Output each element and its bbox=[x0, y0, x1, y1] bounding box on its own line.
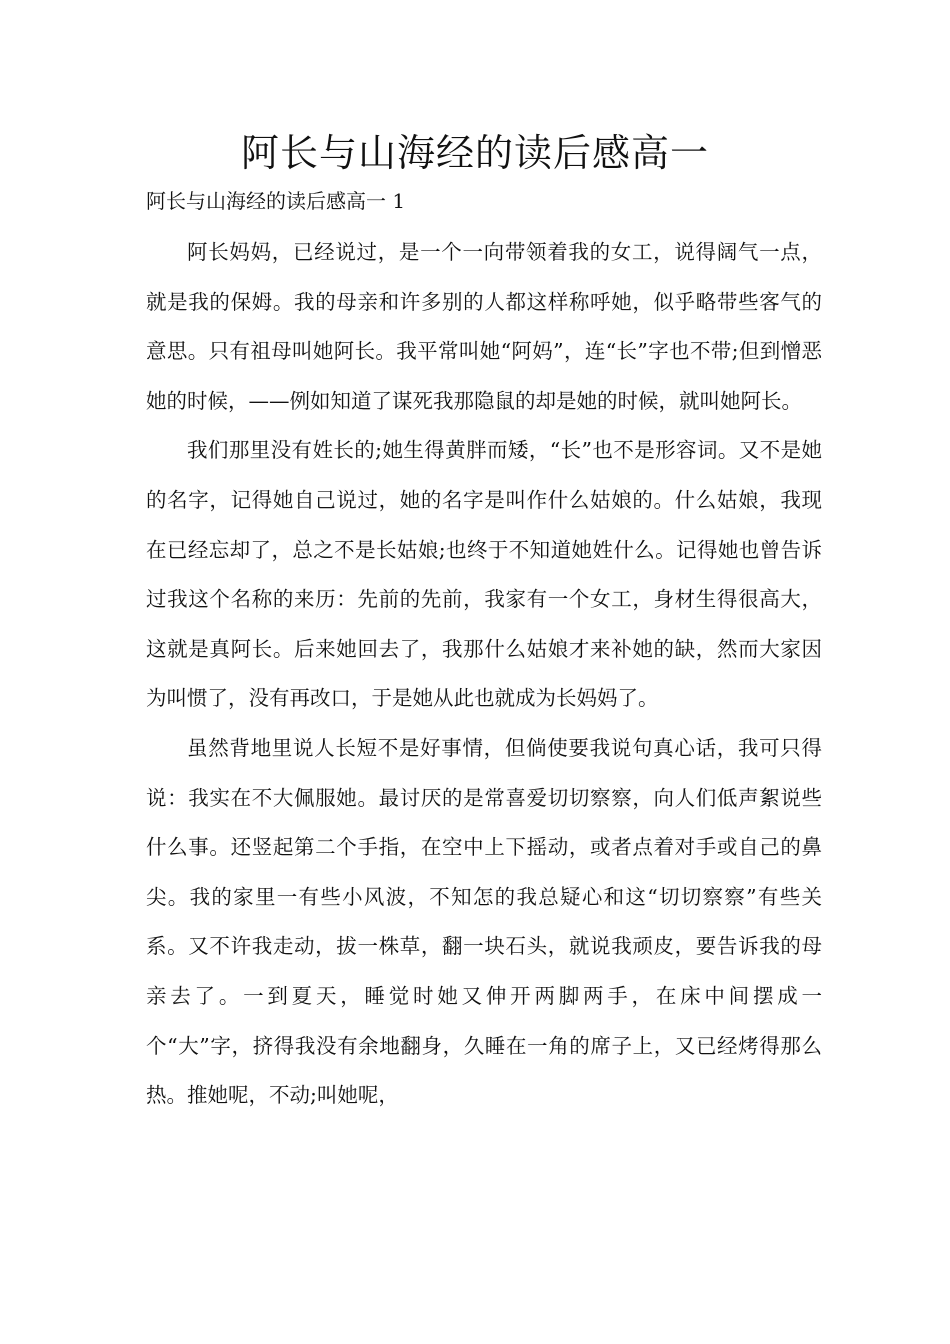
paragraph-1: 阿长妈妈，已经说过，是一个一向带领着我的女工，说得阔气一点，就是我的保姆。我的母亲和许多别的人都这样称呼她，似乎略带些客气的意思。只有祖母叫她阿长。我平常叫她“阿妈”，连“长”字也不带;但到憎恶她的时候，——例如知道了谋死我那隐鼠的却是她的时候，就叫她阿长。 bbox=[146, 240, 822, 413]
document-title: 阿长与山海经的读后感高一 bbox=[240, 131, 709, 175]
document-subtitle: 阿长与山海经的读后感高一 1 bbox=[146, 189, 406, 213]
paragraph-2: 我们那里没有姓长的;她生得黄胖而矮，“长”也不是形容词。又不是她的名字，记得她自己说过，她的名字是叫作什么姑娘的。什么姑娘，我现在已经忘却了，总之不是长姑娘;也终于不知道她姓什么。记得她也曾告诉过我这个名称的来历：先前的先前，我家有一个女工，身材生得很高大，这就是真阿长。后来她回去了，我那什么姑娘才来补她的缺，然而大家因为叫惯了，没有再改口，于是她从此也就成为长妈妈了。 bbox=[146, 438, 822, 711]
paragraph-3: 虽然背地里说人长短不是好事情，但倘使要我说句真心话，我可只得说：我实在不大佩服她。最讨厌的是常喜爱切切察察，向人们低声絮说些什么事。还竖起第二个手指，在空中上下摇动，或者点着对手或自己的鼻尖。我的家里一有些小风波，不知怎的我总疑心和这“切切察察”有些关系。又不许我走动，拔一株草，翻一块石头，就说我顽皮，要告诉我的母亲去了。一到夏天，睡觉时她又伸开两脚两手，在床中间摆成一个“大”字，挤得我没有余地翻身，久睡在一角的席子上，又已经烤得那么热。推她呢，不动;叫她呢， bbox=[146, 735, 822, 1108]
document-body bbox=[146, 228, 822, 1121]
